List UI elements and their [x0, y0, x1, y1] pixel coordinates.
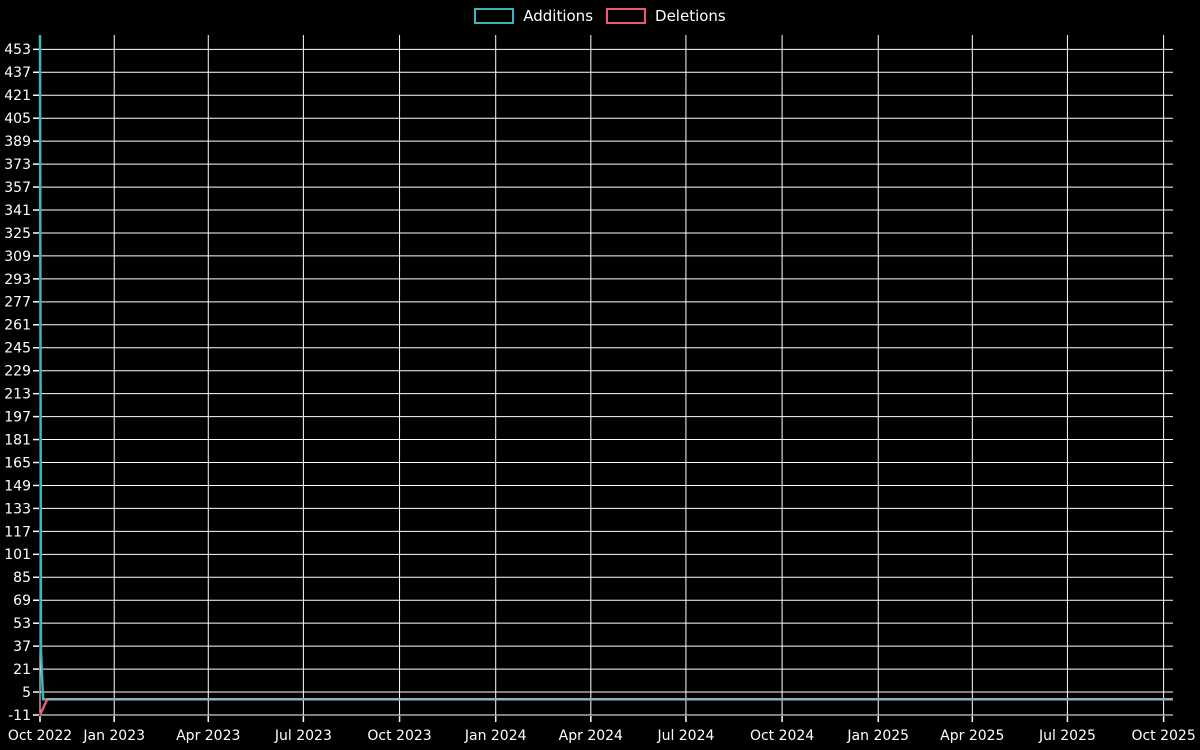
y-tick-label: 261 — [4, 317, 31, 334]
y-tick-label: 117 — [4, 524, 31, 541]
additions-swatch — [474, 8, 514, 24]
x-tick-label: Jul 2024 — [657, 728, 715, 744]
y-tick-label: 453 — [4, 42, 31, 59]
y-tick-label: 293 — [4, 271, 31, 288]
x-tick-label: Jan 2023 — [83, 728, 146, 744]
y-tick-label: 229 — [4, 363, 31, 380]
y-tick-label: 325 — [4, 225, 31, 242]
y-tick-label: 133 — [4, 501, 31, 518]
y-tick-label: 101 — [4, 547, 31, 564]
y-tick-label: -11 — [8, 707, 31, 724]
y-tick-label: 277 — [4, 294, 31, 311]
legend-item-deletions[interactable] — [606, 7, 726, 25]
gridlines — [40, 35, 1173, 715]
x-tick-label: Oct 2024 — [749, 728, 815, 744]
y-tick-label: 341 — [4, 202, 31, 219]
y-tick-label: 245 — [4, 340, 31, 357]
x-axis — [8, 716, 1196, 744]
y-tick-label: 53 — [13, 616, 31, 633]
x-tick-label: Jul 2023 — [274, 728, 332, 744]
y-tick-label: 357 — [4, 179, 31, 196]
y-tick-label: 5 — [22, 684, 31, 701]
y-tick-label: 21 — [13, 661, 31, 678]
deletions-line — [40, 699, 1173, 715]
y-axis — [4, 42, 39, 724]
x-tick-label: Jan 2024 — [464, 728, 527, 744]
y-tick-label: 149 — [4, 478, 31, 495]
y-tick-label: 181 — [4, 432, 31, 449]
y-tick-label: 85 — [13, 570, 31, 587]
y-tick-label: 197 — [4, 409, 31, 426]
legend — [0, 7, 1200, 25]
x-tick-label: Apr 2024 — [558, 728, 623, 744]
y-tick-label: 437 — [4, 65, 31, 82]
y-tick-label: 421 — [4, 88, 31, 105]
y-tick-label: 37 — [13, 639, 31, 656]
x-tick-label: Jan 2025 — [847, 728, 910, 744]
y-tick-label: 69 — [13, 593, 31, 610]
x-tick-label: Jul 2025 — [1038, 728, 1096, 744]
x-tick-label: Oct 2025 — [1131, 728, 1196, 744]
deletions-label: Deletions — [655, 7, 726, 25]
deletions-swatch — [606, 8, 646, 24]
additions-label: Additions — [523, 7, 594, 25]
y-tick-label: 373 — [4, 157, 31, 174]
y-tick-label: 389 — [4, 134, 31, 151]
x-tick-label: Apr 2023 — [176, 728, 241, 744]
additions-line — [40, 35, 1173, 699]
y-tick-label: 309 — [4, 248, 31, 265]
y-tick-label: 165 — [4, 455, 31, 472]
x-tick-label: Apr 2025 — [940, 728, 1005, 744]
x-tick-label: Oct 2022 — [7, 728, 73, 744]
y-tick-label: 405 — [4, 111, 31, 128]
x-tick-label: Oct 2023 — [367, 728, 432, 744]
y-tick-label: 213 — [4, 386, 31, 403]
legend-item-additions[interactable] — [474, 7, 593, 25]
